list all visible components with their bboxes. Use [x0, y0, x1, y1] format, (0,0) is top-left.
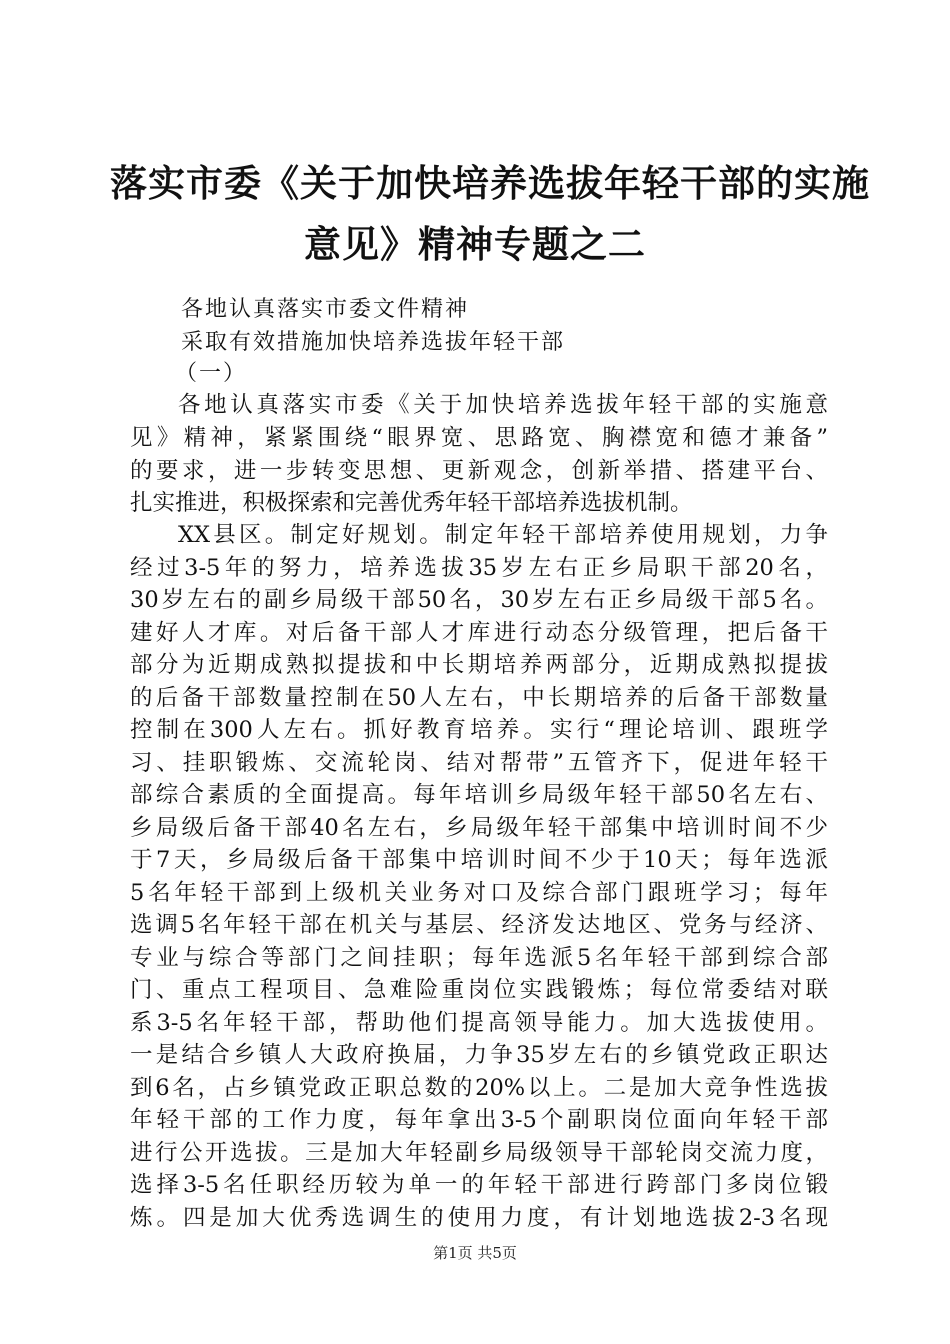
paragraph-2-line: 于7天，乡局级后备干部集中培训时间不少于10天；每年选派 [130, 847, 828, 873]
paragraph-2-line: 建好人才库。对后备干部人才库进行动态分级管理，把后备干 [130, 620, 828, 646]
subheading-1: 各地认真落实市委文件精神 [181, 297, 470, 322]
paragraph-2-line: 经过3-5年的努力，培养选拔35岁左右正乡局职干部20名， [130, 555, 828, 581]
paragraph-2-line: 30岁左右的副乡局级干部50名，30岁左右正乡局级干部5名。 [130, 587, 828, 613]
paragraph-2-line: 习、挂职锻炼、交流轮岗、结对帮带”五管齐下，促进年轻干 [130, 750, 828, 776]
paragraph-2-line: 的后备干部数量控制在50人左右，中长期培养的后备干部数量 [130, 685, 828, 711]
paragraph-2-line: 炼。四是加大优秀选调生的使用力度，有计划地选拔2-3名现 [130, 1205, 828, 1231]
paragraph-1-line: 各地认真落实市委《关于加快培养选拔年轻干部的实施意 [178, 392, 828, 418]
paragraph-2-line: 5名年轻干部到上级机关业务对口及综合部门跟班学习；每年 [130, 880, 828, 906]
paragraph-2-line: 到6名，占乡镇党政正职总数的20%以上。二是加大竞争性选拔 [130, 1075, 828, 1101]
paragraph-2-line: 专业与综合等部门之间挂职；每年选派5名年轻干部到综合部 [130, 945, 828, 971]
paragraph-2-line: 年轻干部的工作力度，每年拿出3-5个副职岗位面向年轻干部 [130, 1107, 828, 1133]
paragraph-1-line: 见》精神，紧紧围绕“眼界宽、思路宽、胸襟宽和德才兼备” [130, 425, 828, 451]
paragraph-2-line: 一是结合乡镇人大政府换届，力争35岁左右的乡镇党政正职达 [130, 1042, 828, 1068]
subheading-2: 采取有效措施加快培养选拔年轻干部 [181, 330, 566, 355]
paragraph-1-line: 的要求，进一步转变思想、更新观念，创新举措、搭建平台、 [130, 458, 828, 484]
paragraph-2-line: XX县区。制定好规划。制定年轻干部培养使用规划，力争 [178, 522, 828, 548]
paragraph-2-line: 选调5名年轻干部在机关与基层、经济发达地区、党务与经济、 [130, 912, 828, 938]
section-marker: （一） [175, 361, 248, 386]
paragraph-2-line: 部综合素质的全面提高。每年培训乡局级年轻干部50名左右、 [130, 782, 828, 808]
paragraph-2-line: 门、重点工程项目、急难险重岗位实践锻炼；每位常委结对联 [130, 977, 828, 1003]
paragraph-1-line: 扎实推进，积极探索和完善优秀年轻干部培养选拔机制。 [130, 490, 693, 516]
paragraph-2-line: 乡局级后备干部40名左右，乡局级年轻干部集中培训时间不少 [130, 815, 828, 841]
page-number-footer: 第1页 共5页 [433, 1244, 517, 1262]
paragraph-2-line: 部分为近期成熟拟提拔和中长期培养两部分，近期成熟拟提拔 [130, 652, 828, 678]
paragraph-2-line: 系3-5名年轻干部，帮助他们提高领导能力。加大选拔使用。 [130, 1010, 828, 1036]
paragraph-2-line: 选择3-5名任职经历较为单一的年轻干部进行跨部门多岗位锻 [130, 1172, 828, 1198]
paragraph-2-line: 进行公开选拔。三是加大年轻副乡局级领导干部轮岗交流力度， [130, 1140, 828, 1166]
document-title-line-2: 意见》精神专题之二 [304, 222, 646, 266]
document-title-line-1: 落实市委《关于加快培养选拔年轻干部的实施 [110, 161, 870, 205]
paragraph-2-line: 控制在300人左右。抓好教育培养。实行“理论培训、跟班学 [130, 717, 828, 743]
